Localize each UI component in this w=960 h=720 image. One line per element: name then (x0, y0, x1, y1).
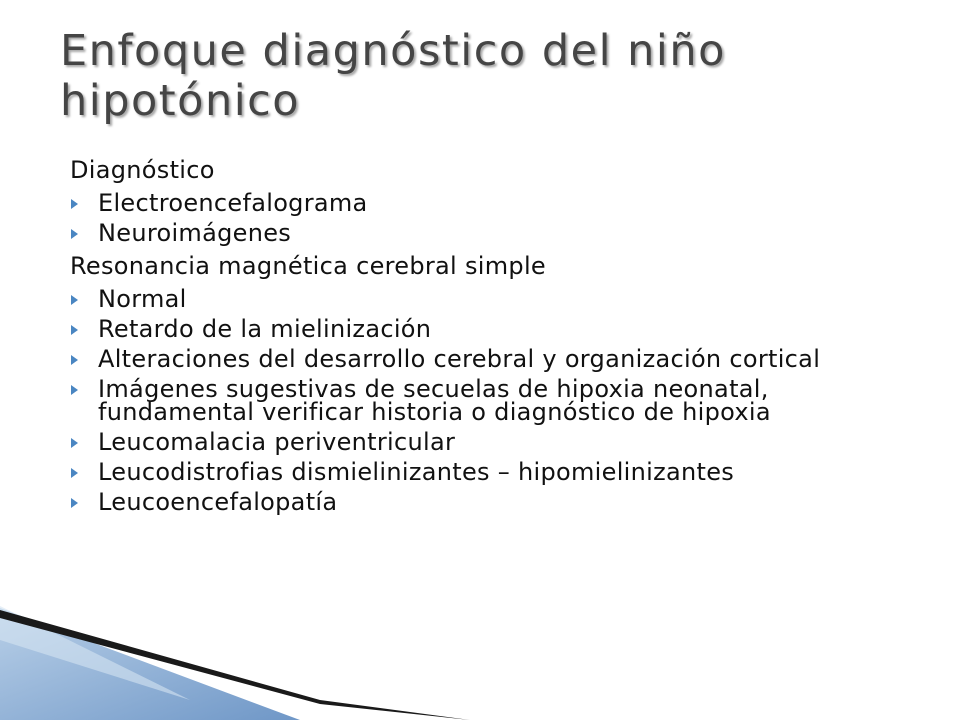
triangle-bullet-icon (71, 468, 78, 478)
list-item (70, 189, 920, 217)
list-item (70, 345, 920, 373)
list-item (70, 375, 920, 426)
list-item (70, 285, 920, 313)
list-item-text: Imágenes sugestivas de secuelas de hipoxia neonatal, fundamental verificar historia o diagnóstico de hipoxia (98, 375, 771, 426)
triangle-bullet-icon (71, 229, 78, 239)
list-item-text: Normal (98, 285, 187, 313)
triangle-bullet-icon (71, 295, 78, 305)
list-item-text: Retardo de la mielinización (98, 315, 432, 343)
triangle-bullet-icon (71, 325, 78, 335)
list-item-text: Leucomalacia periventricular (98, 428, 456, 456)
triangle-bullet-icon (71, 438, 78, 448)
list-item-text: Leucoencefalopatía (98, 488, 338, 516)
slide-content (70, 156, 920, 521)
triangle-bullet-icon (71, 355, 78, 365)
section-heading-resonancia: Resonancia magnética cerebral simple (70, 252, 546, 280)
list-item-text: Neuroimágenes (98, 219, 292, 247)
list-item (70, 488, 920, 516)
bullet-list-resonancia (70, 285, 920, 516)
bullet-list-diagnostico (70, 189, 920, 247)
list-item (70, 315, 920, 343)
list-item-text: Electroencefalograma (98, 189, 368, 217)
list-item-text: Alteraciones del desarrollo cerebral y organización cortical (98, 345, 821, 373)
section-heading-diagnostico: Diagnóstico (70, 156, 215, 184)
triangle-bullet-icon (71, 498, 78, 508)
slide-title: Enfoque diagnóstico del niño hipotónico (60, 26, 726, 126)
list-item-text: Leucodistrofias dismielinizantes – hipomielinizantes (98, 458, 735, 486)
list-item (70, 458, 920, 486)
list-item (70, 219, 920, 247)
list-item (70, 428, 920, 456)
triangle-bullet-icon (71, 199, 78, 209)
triangle-bullet-icon (71, 385, 78, 395)
